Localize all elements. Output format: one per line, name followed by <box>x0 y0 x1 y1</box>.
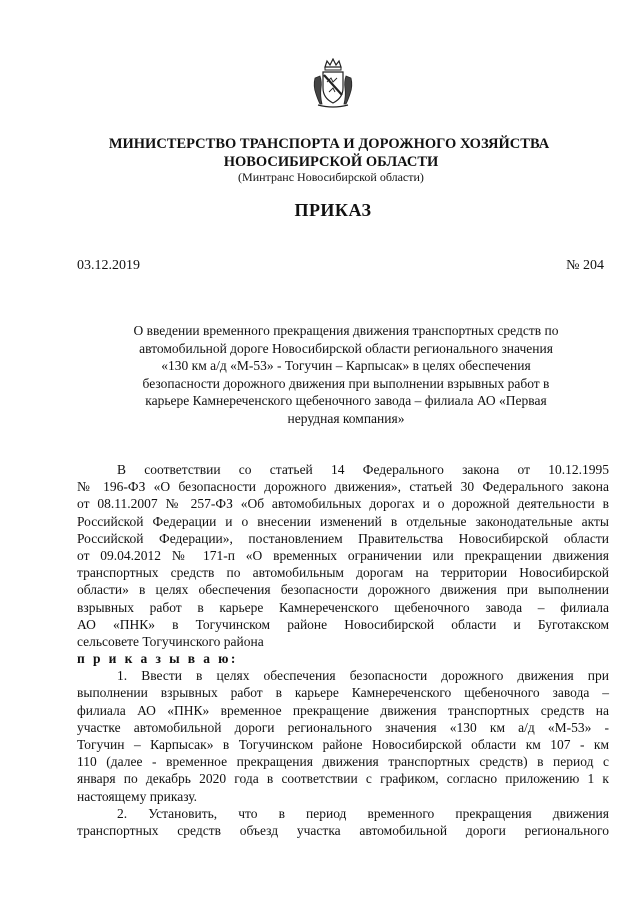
body-line: 110 (далее - временное прекращения движения транспортных средств) в период с <box>77 754 609 770</box>
document-body <box>77 461 609 839</box>
body-line: Российской Федерации», постановлением Правительства Новосибирской области <box>77 530 609 546</box>
body-line: транспортных средств объезд участка автомобильной дороги регионального <box>77 822 609 838</box>
body-line: января по декабрь 2020 года в соответствии с графиком, согласно приложению 1 к <box>77 771 609 787</box>
ministry-name-line2: НОВОСИБИРСКОЙ ОБЛАСТИ <box>223 154 439 170</box>
body-line: от 08.11.2007 № 257-ФЗ «Об автомобильных дорогах и о дорожной деятельности в <box>77 496 609 512</box>
document-title: ПРИКАЗ <box>294 200 372 220</box>
document-date: 03.12.2019 <box>77 258 140 273</box>
body-line: 2. Установить, что в период временного прекращения движения <box>117 805 609 821</box>
body-line: участке автомобильной дороги регионального значения «130 км а/д «М-53» - <box>77 719 609 735</box>
body-line: филиала АО «ПНК» временное прекращение движения транспортных средств на <box>77 702 609 718</box>
body-line: № 196-ФЗ «О безопасности дорожного движения», статьей 30 Федерального закона <box>77 479 609 495</box>
subject-line: безопасности дорожного движения при выполнении взрывных работ в <box>142 375 550 391</box>
body-line: области» в целях обеспечения безопасности дорожного движения при выполнении <box>77 582 609 598</box>
body-line: настоящему приказу. <box>77 788 198 804</box>
body-line: взрывных работ в карьере Камнереченского щебеночного завода – филиала <box>77 599 609 615</box>
body-line: 1. Ввести в целях обеспечения безопасности дорожного движения при <box>117 668 609 684</box>
body-line: сельсовете Тогучинского района <box>77 633 264 649</box>
orders-keyword: п р и к а з ы в а ю: <box>77 651 238 667</box>
subject-line: карьере Камнереченского щебеночного завода – филиала АО «Первая <box>145 393 547 408</box>
body-line: выполнении взрывных работ в карьере Камнереченского щебеночного завода – <box>77 685 609 701</box>
ministry-short-name: (Минтранс Новосибирской области) <box>238 170 424 184</box>
body-line: транспортных средств по автомобильным дорогам на территории Новосибирской <box>77 565 609 581</box>
body-line: Тогучин – Карпысак» в Тогучинском районе Новосибирской области км 107 - км <box>77 737 609 752</box>
subject-line: автомобильной дороге Новосибирской области регионального значения <box>139 340 553 356</box>
document-number: № 204 <box>566 258 604 273</box>
body-line: от 09.04.2012 № 171-п «О временных ограничении или прекращении движения <box>77 547 609 563</box>
body-line: Российской Федерации и о внесении изменений в отдельные законодательные акты <box>77 513 609 529</box>
ministry-name-line1: МИНИСТЕРСТВО ТРАНСПОРТА И ДОРОЖНОГО ХОЗЯЙСТВА <box>108 136 550 152</box>
subject-line: нерудная компания» <box>287 410 405 426</box>
document-subject <box>120 322 572 427</box>
subject-line: О введении временного прекращения движения транспортных средств по <box>133 323 559 338</box>
coat-of-arms-icon <box>312 58 354 110</box>
body-line: В соответствии со статьей 14 Федерального закона от 10.12.1995 <box>117 462 609 477</box>
body-line: АО «ПНК» в Тогучинском районе Новосибирской области и Буготакском <box>77 616 609 632</box>
subject-line: «130 км а/д «М-53» - Тогучин – Карпысак» в целях обеспечения <box>161 358 531 373</box>
